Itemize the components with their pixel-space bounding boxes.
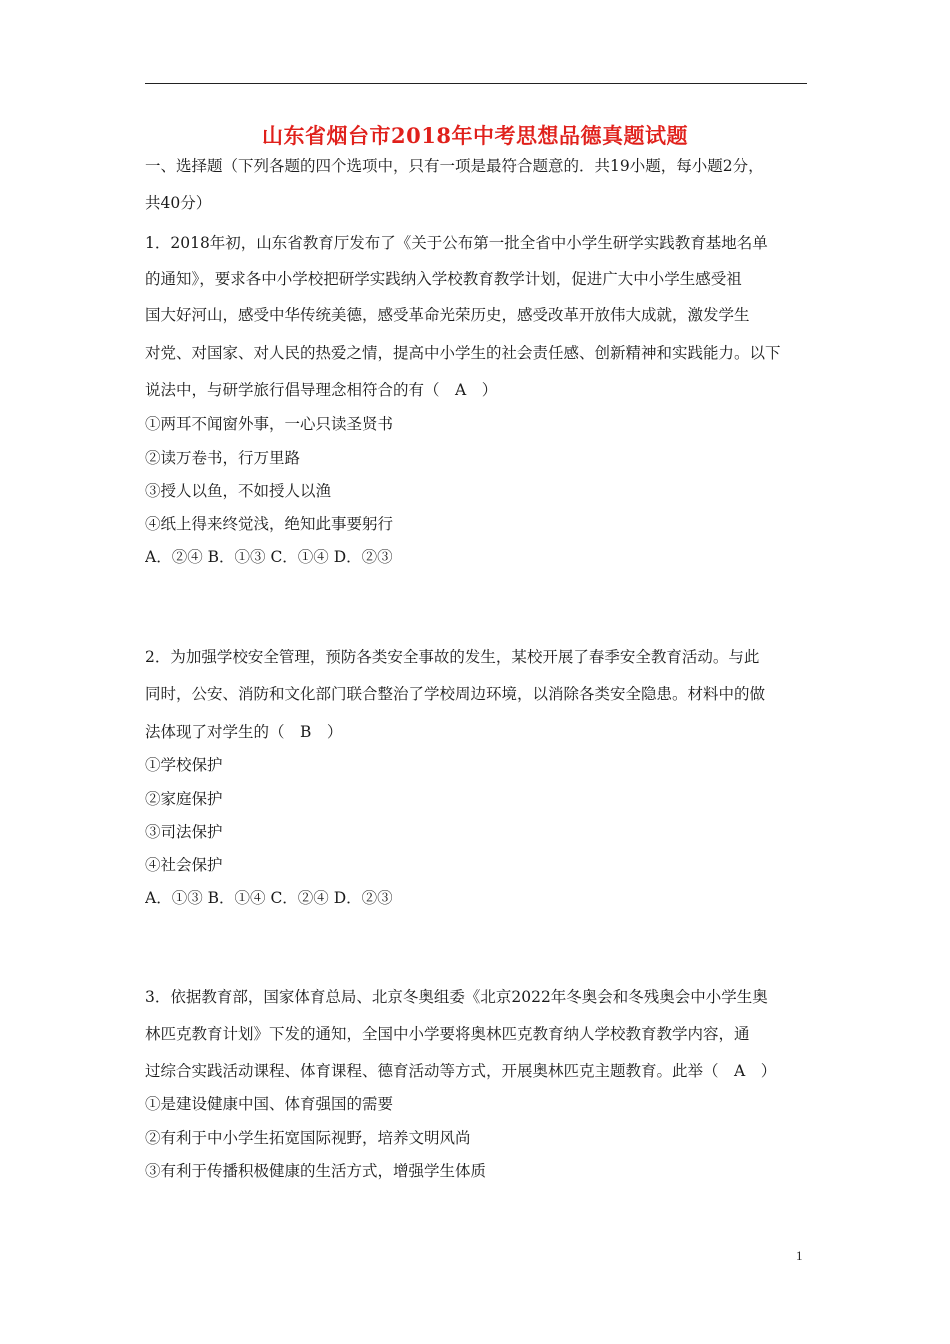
- question-option: ②家庭保护: [145, 790, 223, 808]
- question-stem-line: 2．为加强学校安全管理，预防各类安全事故的发生，某校开展了春季安全教育活动。与此: [145, 648, 760, 666]
- section-header: [145, 157, 810, 234]
- question-option: ①两耳不闻窗外事，一心只读圣贤书: [145, 415, 394, 433]
- question-option: ③授人以鱼，不如授人以渔: [145, 482, 332, 500]
- question-2: [145, 648, 810, 988]
- question-option: ③有利于传播积极健康的生活方式，增强学生体质: [145, 1162, 487, 1180]
- question-option: ④社会保护: [145, 856, 223, 874]
- page-number: 1: [796, 1248, 803, 1263]
- question-option: ③司法保护: [145, 823, 223, 841]
- section-header-line: 共40分）: [145, 194, 212, 212]
- document-title: 山东省烟台市2018年中考思想品德真题试题: [262, 123, 688, 148]
- question-stem-line: 1．2018年初，山东省教育厅发布了《关于公布第一批全省中小学生研学实践教育基地名单: [145, 234, 768, 252]
- question-stem-line: 说法中，与研学旅行倡导理念相符合的有（ A ）: [145, 381, 498, 399]
- question-option: ②有利于中小学生拓宽国际视野，培养文明风尚: [145, 1129, 471, 1147]
- answer-choices: A．②④ B．①③ C．①④ D．②③: [145, 548, 393, 566]
- document-body: [145, 157, 810, 1195]
- question-option: ①学校保护: [145, 756, 223, 774]
- header-rule: [145, 83, 807, 84]
- section-header-line: 一、选择题（下列各题的四个选项中，只有一项是最符合题意的．共19小题，每小题2分，: [145, 157, 764, 175]
- question-option: ②读万卷书，行万里路: [145, 449, 301, 467]
- question-stem-line: 对党、对国家、对人民的热爱之情，提高中小学生的社会责任感、创新精神和实践能力。以下: [145, 344, 781, 362]
- question-stem-line: 同时，公安、消防和文化部门联合整治了学校周边环境，以消除各类安全隐患。材料中的做: [145, 685, 766, 703]
- question-stem-line: 3．依据教育部，国家体育总局、北京冬奥组委《北京2022年冬奥会和冬残奥会中小学生奥: [145, 988, 768, 1006]
- answer-choices: A．①③ B．①④ C．②④ D．②③: [145, 889, 393, 907]
- question-stem-line: 法体现了对学生的（ B ）: [145, 723, 343, 741]
- question-stem-line: 的通知》，要求各中小学校把研学实践纳入学校教育教学计划，促进广大中小学生感受祖: [145, 270, 742, 288]
- question-option: ④纸上得来终觉浅，绝知此事要躬行: [145, 515, 394, 533]
- question-stem-line: 林匹克教育计划》下发的通知，全国中小学要将奥林匹克教育纳人学校教育教学内容，通: [145, 1025, 750, 1043]
- question-3: [145, 988, 810, 1195]
- question-stem-line: 过综合实践活动课程、体育课程、德育活动等方式，开展奥林匹克主题教育。此举（ A ）: [145, 1062, 777, 1080]
- question-option: ①是建设健康中国、体育强国的需要: [145, 1095, 394, 1113]
- question-1: [145, 234, 810, 648]
- question-stem-line: 国大好河山，感受中华传统美德，感受革命光荣历史，感受改革开放伟大成就，激发学生: [145, 306, 750, 324]
